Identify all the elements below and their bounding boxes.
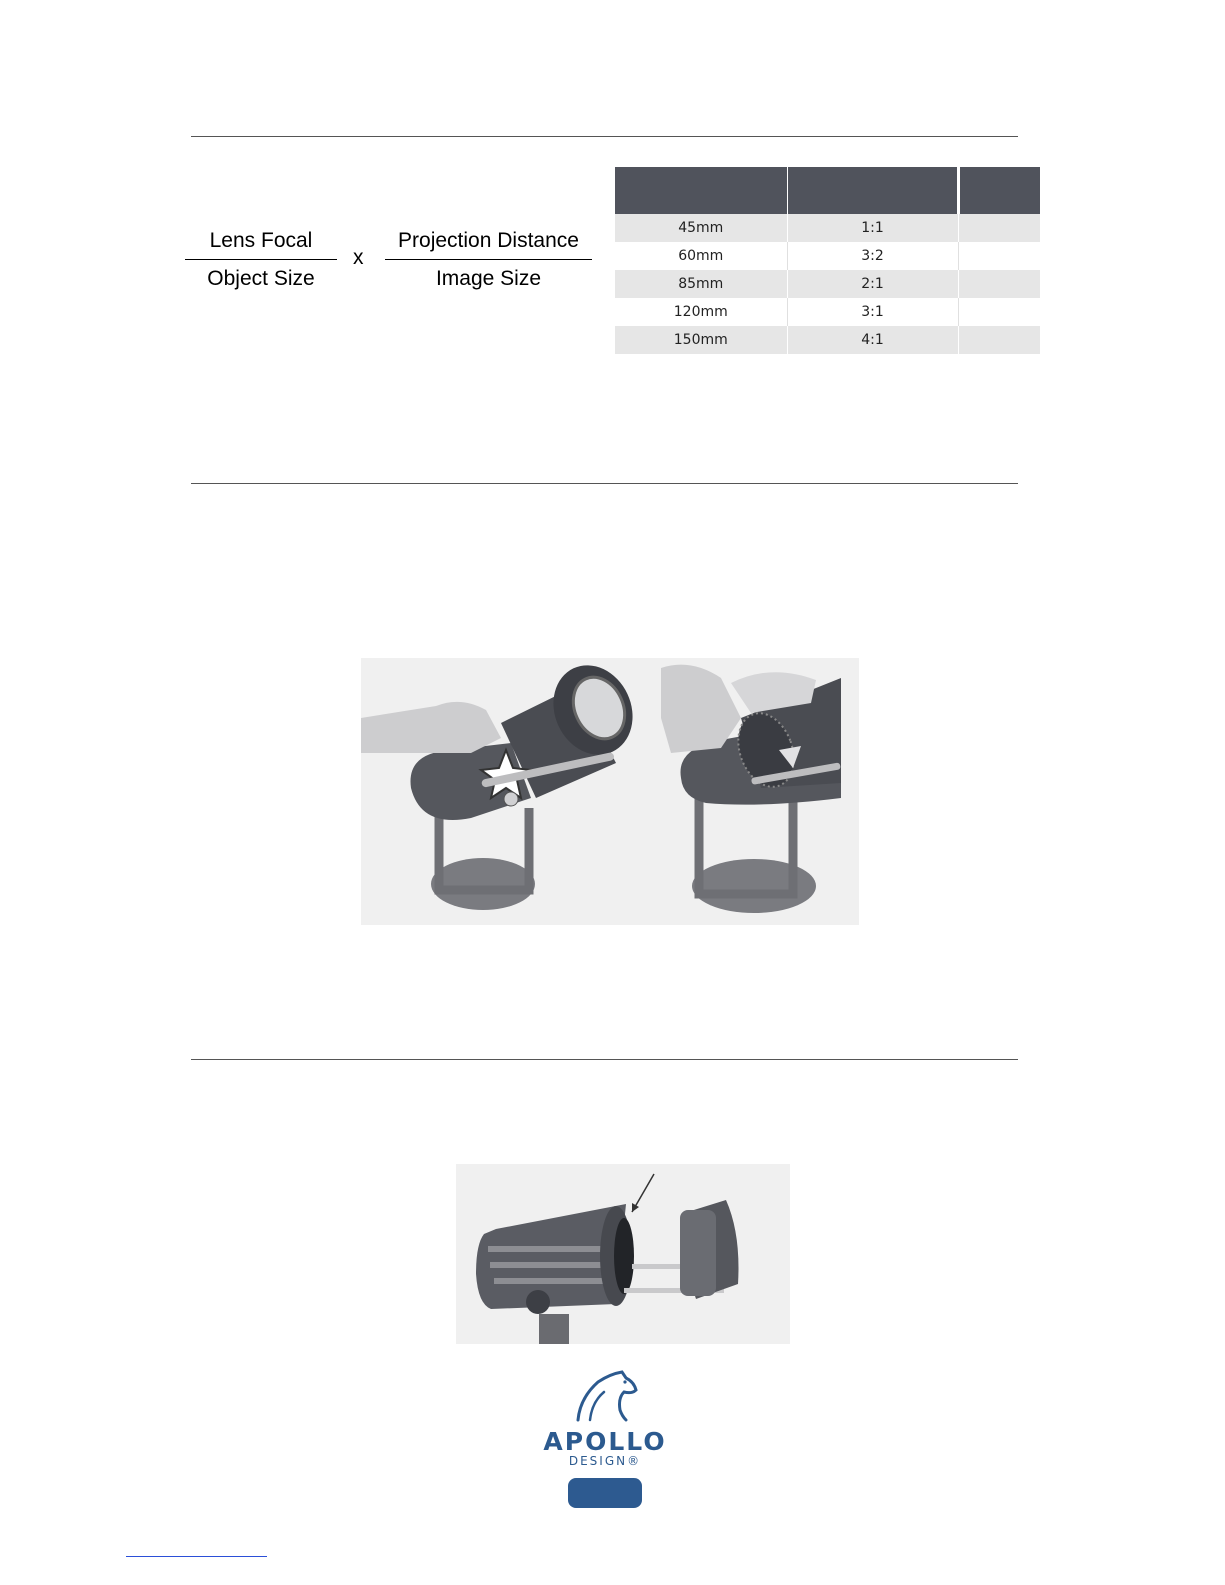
lens-cell: 120mm bbox=[615, 298, 787, 326]
ratio-cell: 3:1 bbox=[787, 298, 958, 326]
table-row bbox=[615, 242, 1040, 270]
formula-projection-distance: Projection Distance bbox=[385, 229, 592, 260]
formula-left-fraction bbox=[185, 229, 337, 291]
projector-exploded-drawing bbox=[456, 1164, 790, 1344]
ratio-cell: 1:1 bbox=[787, 214, 958, 242]
ratio-cell: 4:1 bbox=[787, 326, 958, 354]
projector-hand-drawing bbox=[361, 658, 859, 925]
table-row bbox=[615, 270, 1040, 298]
section-divider-3 bbox=[191, 1059, 1018, 1060]
lens-cell: 85mm bbox=[615, 270, 787, 298]
logo-badge bbox=[568, 1478, 642, 1508]
table-row bbox=[615, 298, 1040, 326]
formula-right-fraction bbox=[385, 229, 592, 291]
lens-ratio-table bbox=[615, 167, 1040, 354]
logo-brand-text: APOLLO bbox=[543, 1427, 667, 1456]
table-row bbox=[615, 326, 1040, 354]
gobo-insertion-illustration bbox=[361, 658, 859, 925]
formula-image-size: Image Size bbox=[435, 267, 542, 290]
lens-cell: 150mm bbox=[615, 326, 787, 354]
table-header-row bbox=[615, 167, 1040, 214]
empty-cell bbox=[958, 270, 1040, 298]
apollo-design-logo bbox=[535, 1368, 675, 1508]
lens-cell: 60mm bbox=[615, 242, 787, 270]
empty-cell bbox=[958, 242, 1040, 270]
empty-cell bbox=[958, 326, 1040, 354]
section-divider-2 bbox=[191, 483, 1018, 484]
lens-removal-illustration bbox=[456, 1164, 790, 1344]
lens-cell: 45mm bbox=[615, 214, 787, 242]
table-header-cell bbox=[615, 167, 787, 214]
ratio-cell: 3:2 bbox=[787, 242, 958, 270]
horse-head-icon bbox=[570, 1368, 640, 1424]
table-row bbox=[615, 214, 1040, 242]
formula-object-size: Object Size bbox=[207, 267, 315, 290]
formula-operator: x bbox=[353, 246, 364, 269]
empty-cell bbox=[958, 298, 1040, 326]
ratio-cell: 2:1 bbox=[787, 270, 958, 298]
table-header-cell bbox=[787, 167, 958, 214]
section-divider-1 bbox=[191, 136, 1018, 137]
logo-sub-text: DESIGN® bbox=[568, 1454, 642, 1468]
footer-link-underline[interactable] bbox=[126, 1556, 267, 1557]
formula-lens-focal: Lens Focal bbox=[185, 229, 337, 260]
empty-cell bbox=[958, 214, 1040, 242]
table-header-cell bbox=[958, 167, 1040, 214]
